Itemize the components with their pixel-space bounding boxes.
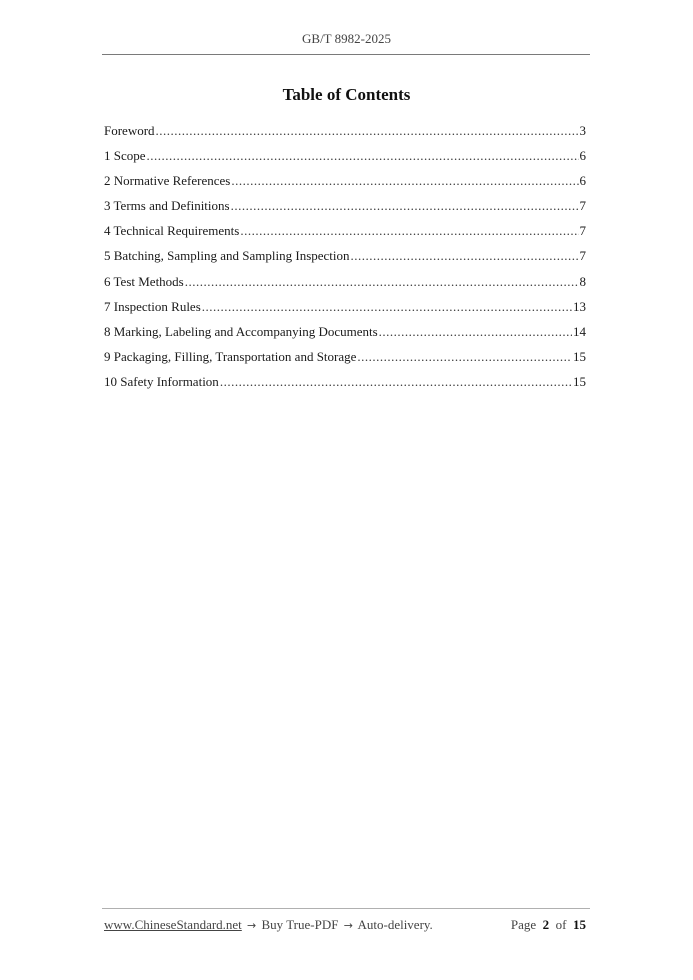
footer-promo xyxy=(104,917,433,933)
toc-dot-leader xyxy=(185,269,579,294)
footer-divider xyxy=(102,908,590,909)
toc-entry-label: 3 Terms and Definitions xyxy=(104,198,230,214)
toc-dot-leader xyxy=(220,369,572,394)
toc-entry-normative-references[interactable] xyxy=(104,168,586,193)
page-current: 2 xyxy=(542,917,550,932)
toc-dot-leader xyxy=(147,143,579,168)
toc-entry-packaging-storage[interactable] xyxy=(104,344,586,369)
toc-entry-label: 5 Batching, Sampling and Sampling Inspection xyxy=(104,248,350,264)
toc-entry-page: 7 xyxy=(579,248,586,264)
toc-entry-page: 8 xyxy=(579,273,586,289)
toc-entry-label: 8 Marking, Labeling and Accompanying Documents xyxy=(104,323,378,339)
document-header-title: GB/T 8982-2025 xyxy=(302,31,391,46)
toc-entry-scope[interactable] xyxy=(104,143,586,168)
toc-entry-technical-requirements[interactable] xyxy=(104,218,586,243)
toc-entry-page: 6 xyxy=(579,148,586,164)
toc-entry-page: 15 xyxy=(573,373,586,389)
toc-entry-test-methods[interactable] xyxy=(104,269,586,294)
toc-entry-page: 13 xyxy=(573,298,586,314)
toc-entry-marking-labeling[interactable] xyxy=(104,319,586,344)
toc-dot-leader xyxy=(202,294,572,319)
arrow-right-icon: → xyxy=(343,919,353,932)
toc-entry-label: 4 Technical Requirements xyxy=(104,223,240,239)
toc-dot-leader xyxy=(156,118,579,143)
toc-entry-safety-information[interactable] xyxy=(104,369,586,394)
page-of-label: of xyxy=(555,917,567,932)
toc-dot-leader xyxy=(231,168,578,193)
toc-heading: Table of Contents xyxy=(282,85,411,104)
page-number xyxy=(511,917,586,933)
auto-delivery-text: Auto-delivery. xyxy=(357,917,433,932)
toc-list xyxy=(104,118,586,394)
toc-entry-foreword[interactable] xyxy=(104,118,586,143)
website-link[interactable]: www.ChineseStandard.net xyxy=(104,917,242,932)
toc-entry-page: 7 xyxy=(579,198,586,214)
toc-dot-leader xyxy=(231,193,579,218)
page-label: Page xyxy=(510,917,537,932)
buy-true-pdf-text: Buy True-PDF xyxy=(261,917,339,932)
toc-entry-terms-and-definitions[interactable] xyxy=(104,193,586,218)
toc-entry-label: 7 Inspection Rules xyxy=(104,298,201,314)
page-footer xyxy=(104,917,586,933)
toc-dot-leader xyxy=(351,243,579,268)
toc-dot-leader xyxy=(379,319,572,344)
toc-entry-label: 1 Scope xyxy=(104,148,146,164)
arrow-right-icon: → xyxy=(247,919,257,932)
header-divider xyxy=(102,54,590,55)
toc-entry-label: 9 Packaging, Filling, Transportation and Storage xyxy=(104,348,357,364)
toc-entry-label: 10 Safety Information xyxy=(104,373,219,389)
toc-entry-page: 14 xyxy=(573,323,586,339)
page-total: 15 xyxy=(573,917,586,932)
toc-entry-page: 7 xyxy=(579,223,586,239)
toc-entry-inspection-rules[interactable] xyxy=(104,294,586,319)
toc-dot-leader xyxy=(357,344,572,369)
toc-entry-label: Foreword xyxy=(104,123,155,138)
toc-dot-leader xyxy=(240,218,578,243)
toc-entry-label: 6 Test Methods xyxy=(104,273,184,289)
toc-entry-label: 2 Normative References xyxy=(104,173,231,189)
toc-entry-batching-sampling[interactable] xyxy=(104,243,586,268)
toc-entry-page: 15 xyxy=(573,348,586,364)
toc-entry-page: 3 xyxy=(579,123,586,138)
toc-entry-page: 6 xyxy=(579,173,586,189)
